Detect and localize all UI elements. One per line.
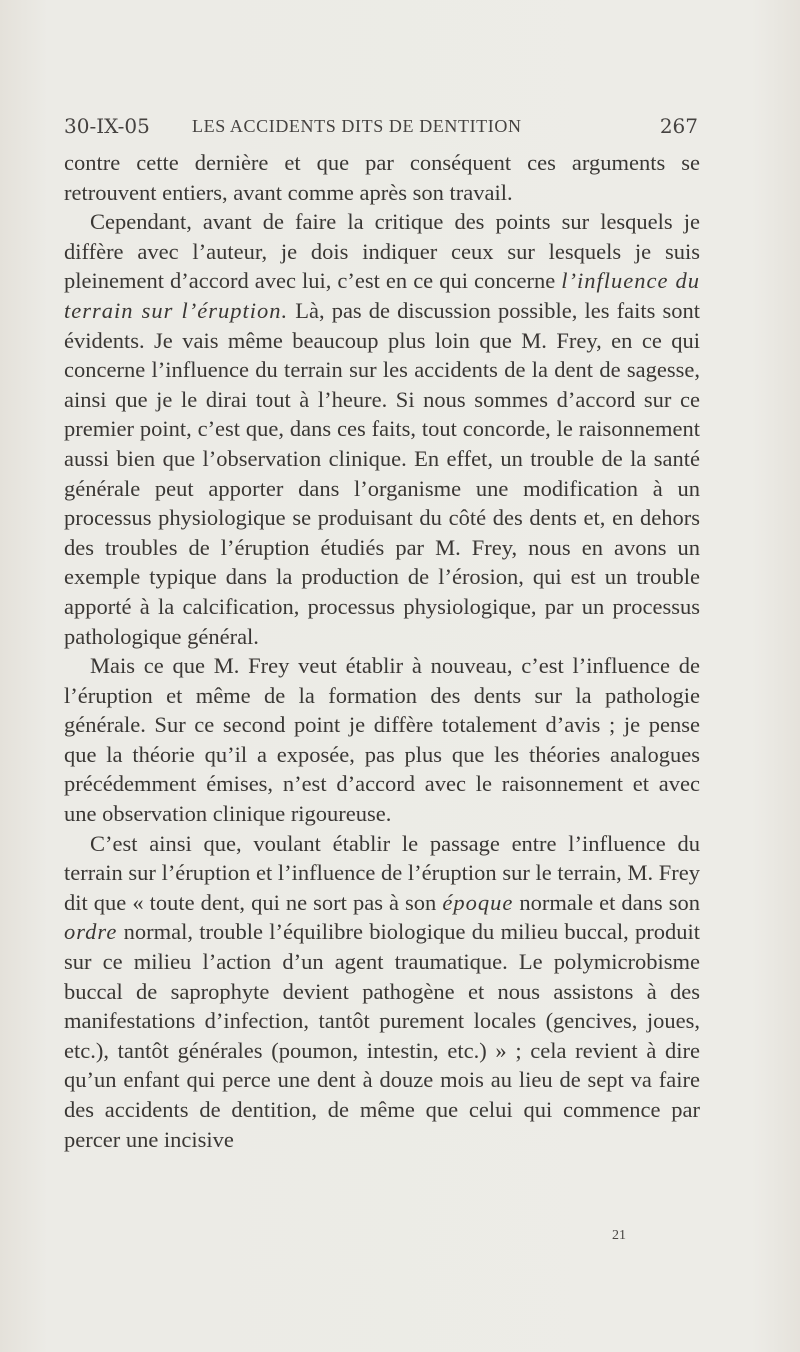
paragraph-1: contre cette dernière et que par conséquent ces arguments se retrouvent entiers, avant comme après son travail. — [64, 150, 700, 205]
signature-mark: 21 — [612, 1228, 626, 1243]
paragraph-3: Mais ce que M. Frey veut établir à nouveau, c’est l’influence de l’éruption et même de la formation des dents sur la pathologie générale. Sur ce second point je diffère totalement d’avis ; je pense que la théorie qu’il a exposée, pas plus que les théories analogues précédemment émises, n’est d’accord avec le raisonnement et avec une observation clinique rigoureuse. — [64, 653, 700, 827]
paragraph-4-text-c: normal, trouble l’équilibre biologique du milieu buccal, produit sur ce milieu l’action d’un agent traumatique. Le polymicrobisme buccal de saprophyte devient pathogène et nous assistons à des manifestations d’infection, tantôt purement locales (gencives, joues, etc.), tantôt générales (poumon, intestin, etc.) » ; cela revient à dire qu’un enfant qui perce une dent à douze mois au lieu de sept va faire des accidents de dentition, de même que celui qui commence par percer une incisive — [64, 919, 700, 1152]
header-date: 30-IX-05 — [64, 114, 150, 138]
paragraph-2-text-a: Cependant, avant de faire la critique des points sur lesquels je diffère avec l’auteur, je dois indiquer ceux sur lesquels je suis pleinement d’accord avec lui, c’est en ce qui concerne — [64, 209, 700, 294]
paragraph-4-emphasis-2: ordre — [64, 919, 118, 945]
body-text — [64, 148, 700, 1154]
paragraph-2-text-b: Là, pas de discussion possible, les faits sont évidents. Je vais même beaucoup plus loin que M. Frey, en ce qui concerne l’influence du terrain sur les accidents de la dent de sagesse, ainsi que je le dirai tout à l’heure. Si nous sommes d’accord sur ce premier point, c’est que, dans ces faits, tout concorde, le raisonnement aussi bien que l’observation clinique. En effet, un trouble de la santé générale peut apporter dans l’organisme une modification à un processus physiologique se produisant du côté des dents et, en dehors des troubles de l’éruption étudiés par M. Frey, nous en avons un exemple typique dans la production de l’érosion, qui est un trouble apporté à la calcification, processus physiologique, par un processus pathologique général. — [64, 297, 700, 649]
paragraph-2 — [64, 207, 700, 651]
paragraph-2-emphasis: l’influence du terrain sur l’éruption. — [64, 268, 700, 323]
running-header — [64, 114, 700, 140]
paragraph-4-emphasis-1: époque — [442, 889, 514, 915]
paragraph-4 — [64, 829, 700, 1155]
page-number: 267 — [659, 114, 698, 138]
paragraph-4-text-a: C’est ainsi que, voulant établir le passage entre l’influence du terrain sur l’éruption et l’influence de l’éruption sur le terrain, M. Frey dit que « toute dent, qui ne sort pas à son — [64, 830, 700, 915]
header-title: LES ACCIDENTS DITS DE DENTITION — [192, 116, 522, 136]
paragraph-4-text-b: normale et dans son — [513, 889, 700, 915]
